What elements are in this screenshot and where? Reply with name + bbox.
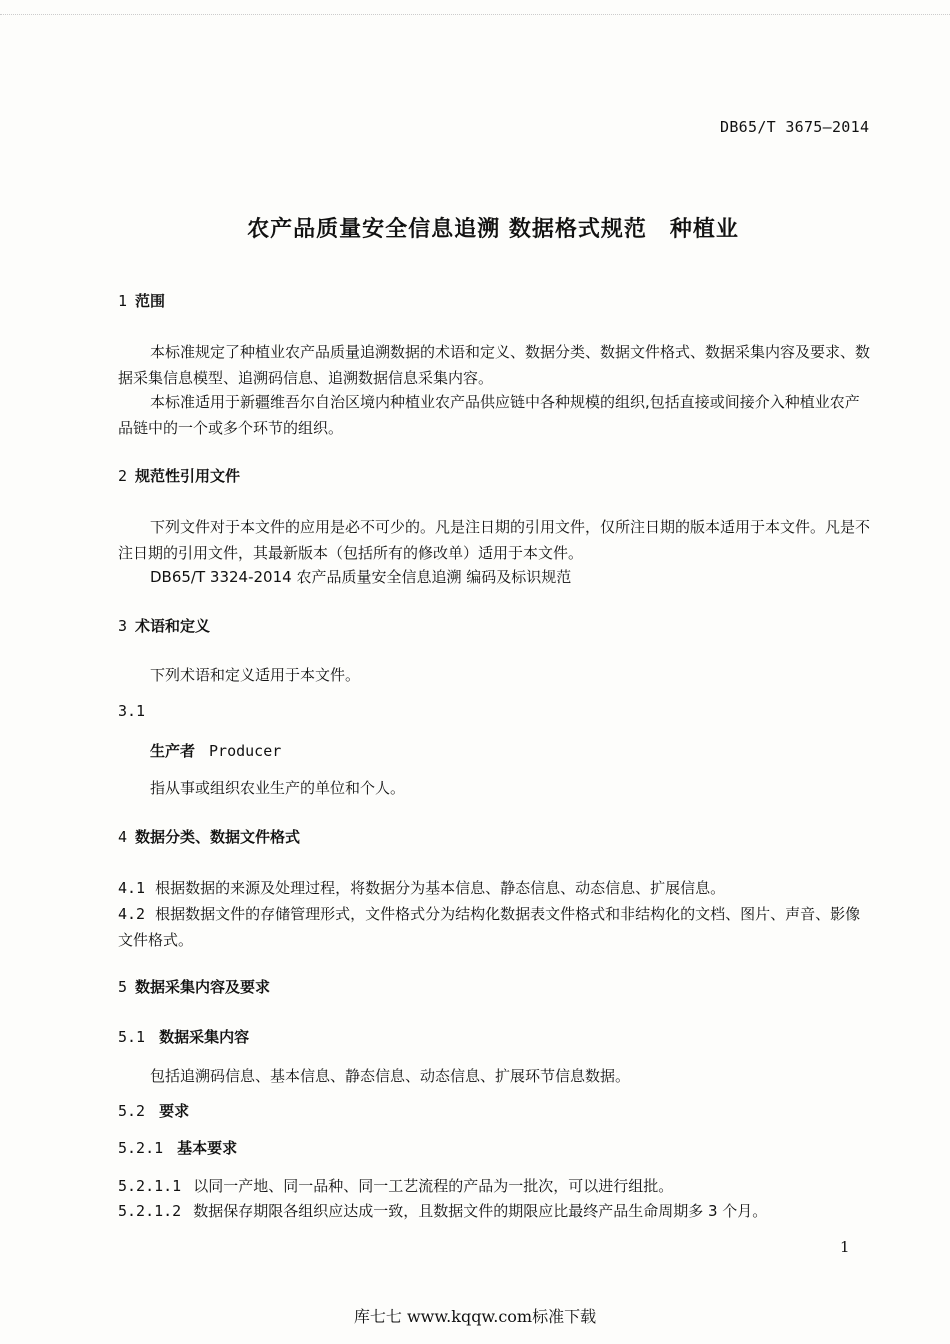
clause-5-1-text: 包括追溯码信息、基本信息、静态信息、动态信息、扩展环节信息数据。 xyxy=(150,1067,631,1085)
section-number: 1 xyxy=(118,292,128,310)
clause-text: 根据数据的来源及处理过程，将数据分为基本信息、静态信息、动态信息、扩展信息。 xyxy=(155,879,726,897)
clause-text: 数据保存期限各组织应达成一致，且数据文件的期限应比最终产品生命周期多 3 个月。 xyxy=(193,1202,768,1220)
clause-title: 数据采集内容 xyxy=(159,1028,250,1046)
section-4-heading xyxy=(118,826,300,847)
term-definition: 指从事或组织农业生产的单位和个人。 xyxy=(150,779,406,797)
section-5-heading xyxy=(118,976,270,997)
section-number: 2 xyxy=(118,467,128,485)
clause-5-2-1-heading xyxy=(118,1137,237,1158)
clause-5-2-1-1 xyxy=(118,1175,673,1196)
section-2-heading xyxy=(118,465,240,486)
section-1-paragraph-1: 本标准规定了种植业农产品质量追溯数据的术语和定义、数据分类、数据文件格式、数据采集内容及要求、数据采集信息模型、追溯码信息、追溯数据信息采集内容。 xyxy=(118,343,871,387)
normative-reference: DB65/T 3324-2014 农产品质量安全信息追溯 编码及标识规范 xyxy=(150,568,572,586)
clause-number: 5.2.1.1 xyxy=(118,1177,182,1195)
clause-5-1-heading xyxy=(118,1026,249,1047)
clause-number: 5.2.1.2 xyxy=(118,1202,182,1220)
section-3-intro: 下列术语和定义适用于本文件。 xyxy=(150,666,361,684)
section-title: 范围 xyxy=(135,292,166,310)
section-title: 规范性引用文件 xyxy=(135,467,241,485)
section-number: 3 xyxy=(118,617,128,635)
term-entry xyxy=(150,740,281,761)
clause-number: 4.1 xyxy=(118,879,146,897)
clause-3-1-number: 3.1 xyxy=(118,702,146,720)
clause-5-2-heading xyxy=(118,1100,189,1121)
section-3-heading xyxy=(118,615,210,636)
clause-number: 5.1 xyxy=(118,1028,146,1046)
section-2-paragraph-1: 下列文件对于本文件的应用是必不可少的。凡是注日期的引用文件，仅所注日期的版本适用于本文件。凡是不注日期的引用文件，其最新版本（包括所有的修改单）适用于本文件。 xyxy=(118,518,871,562)
standard-code: DB65/T 3675—2014 xyxy=(720,118,870,136)
clause-text: 根据数据文件的存储管理形式，文件格式分为结构化数据表文件格式和非结构化的文档、图片、声音、影像文件格式。 xyxy=(118,905,861,949)
clause-number: 5.2 xyxy=(118,1102,146,1120)
term-en: Producer xyxy=(209,742,282,760)
term-zh: 生产者 xyxy=(150,742,196,760)
clause-number: 5.2.1 xyxy=(118,1139,164,1157)
clause-4-2 xyxy=(118,901,870,953)
section-title: 数据采集内容及要求 xyxy=(135,978,271,996)
clause-number: 4.2 xyxy=(118,905,146,923)
document-title: 农产品质量安全信息追溯 数据格式规范 种植业 xyxy=(247,217,739,242)
section-number: 4 xyxy=(118,828,128,846)
clause-title: 要求 xyxy=(159,1102,190,1120)
section-number: 5 xyxy=(118,978,128,996)
section-title: 术语和定义 xyxy=(135,617,211,635)
page-number: 1 xyxy=(840,1238,850,1256)
clause-4-1 xyxy=(118,877,725,898)
scan-top-edge xyxy=(0,0,950,15)
section-1-paragraph-2: 本标准适用于新疆维吾尔自治区境内种植业农产品供应链中各种规模的组织,包括直接或间接介入种植业农产品链中的一个或多个环节的组织。 xyxy=(118,393,860,437)
clause-text: 以同一产地、同一品种、同一工艺流程的产品为一批次，可以进行组批。 xyxy=(193,1177,674,1195)
clause-title: 基本要求 xyxy=(177,1139,238,1157)
clause-5-2-1-2 xyxy=(118,1200,767,1221)
footer-watermark: 库七七 www.kqqw.com标准下载 xyxy=(353,1307,597,1326)
section-title: 数据分类、数据文件格式 xyxy=(135,828,301,846)
section-1-heading xyxy=(118,290,165,311)
